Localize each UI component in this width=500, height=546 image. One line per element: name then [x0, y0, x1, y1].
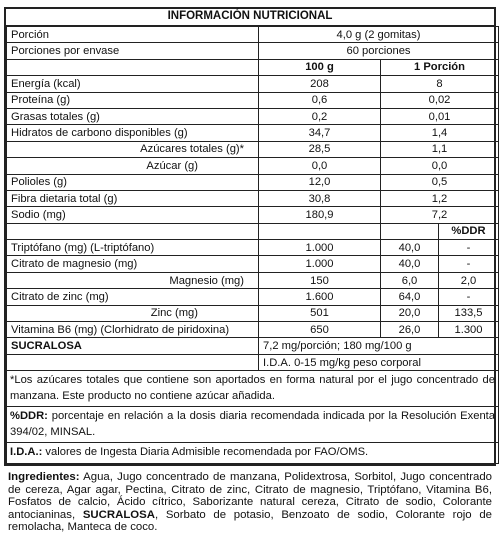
mineral-ddr: 133,5 [439, 305, 499, 321]
nutrient-row [7, 92, 499, 108]
nutrient-per100: 0,6 [259, 92, 381, 108]
nutrient-per-portion: 0,5 [381, 174, 499, 190]
mineral-row [7, 256, 499, 272]
nutrient-row [7, 108, 499, 124]
mineral-per-portion: 6,0 [381, 272, 439, 288]
ddr-header-blank [7, 223, 259, 239]
nutrient-per100: 12,0 [259, 174, 381, 190]
servings-label: Porciones por envase [7, 43, 259, 59]
nutrient-name: Sodio (mg) [7, 207, 259, 223]
sugar-note-row [7, 371, 499, 407]
sucralosa-line1: 7,2 mg/porción; 180 mg/100 g [259, 338, 499, 354]
nutrient-row [7, 190, 499, 206]
ingredients-part2: , Sorbato de potasio, Benzoato de sodio, Colorante rojo de remolacha, Manteca de coco. [8, 508, 492, 533]
ida-note-label: I.D.A.: [10, 446, 43, 459]
mineral-name: Zinc (mg) [7, 305, 259, 321]
nutrient-per-portion: 0,0 [381, 158, 499, 174]
mineral-ddr: - [439, 289, 499, 305]
mineral-ddr: - [439, 256, 499, 272]
nutrient-name: Proteína (g) [7, 92, 259, 108]
header-blank [7, 59, 259, 75]
nutrient-per-portion: 7,2 [381, 207, 499, 223]
mineral-per100: 1.000 [259, 256, 381, 272]
nutrient-name: Azúcar (g) [7, 158, 259, 174]
nutrition-facts-panel [4, 7, 496, 466]
nutrient-name: Polioles (g) [7, 174, 259, 190]
nutrient-per100: 30,8 [259, 190, 381, 206]
servings-row [7, 43, 499, 59]
ddr-note-label: %DDR: [10, 410, 48, 423]
nutrient-row [7, 158, 499, 174]
column-header-row [7, 59, 499, 75]
mineral-per100: 501 [259, 305, 381, 321]
sucralosa-blank [7, 354, 259, 370]
nutrient-per100: 0,2 [259, 108, 381, 124]
mineral-per-portion: 20,0 [381, 305, 439, 321]
mineral-row [7, 272, 499, 288]
nutrient-name: Fibra dietaria total (g) [7, 190, 259, 206]
nutrient-per-portion: 0,01 [381, 108, 499, 124]
ingredients-label: Ingredientes: [8, 471, 80, 483]
mineral-ddr: - [439, 240, 499, 256]
mineral-name: Triptófano (mg) (L-triptófano) [7, 240, 259, 256]
nutrient-per-portion: 1,2 [381, 190, 499, 206]
portion-label: Porción [7, 27, 259, 43]
nutrient-row [7, 174, 499, 190]
ingredients-bold: SUCRALOSA [82, 508, 155, 521]
mineral-row [7, 240, 499, 256]
nutrient-per100: 180,9 [259, 207, 381, 223]
nutrient-row [7, 141, 499, 157]
ingredients-part1: Agua, Jugo concentrado de manzana, Polidextrosa, Sorbitol, Jugo concentrado de cereza, Agar agar, Pectina, Citrato de zinc, Citrato de magnesio, Triptófano, Vitamina B6, Fosfatos de calcio, Ácido cítrico, Saborizante natural cereza, Citrato de sodio, Colorante antocianinas, [8, 471, 492, 521]
mineral-name: Citrato de magnesio (mg) [7, 256, 259, 272]
portion-row [7, 27, 499, 43]
nutrient-row [7, 76, 499, 92]
mineral-ddr: 1.300 [439, 322, 499, 338]
header-100g: 100 g [259, 59, 381, 75]
mineral-row [7, 322, 499, 338]
mineral-per100: 650 [259, 322, 381, 338]
mineral-per100: 1.000 [259, 240, 381, 256]
ddr-note-text: porcentaje en relación a la dosis diaria recomendada indicada por la Resolución Exenta 394/02, MINSAL. [10, 410, 495, 438]
nutrient-name: Hidratos de carbono disponibles (g) [7, 125, 259, 141]
mineral-name: Vitamina B6 (mg) (Clorhidrato de piridoxina) [7, 322, 259, 338]
ddr-header-row [7, 223, 499, 239]
mineral-name: Magnesio (mg) [7, 272, 259, 288]
ddr-header-blank [381, 223, 439, 239]
ddr-note-row [7, 407, 499, 443]
ddr-header: %DDR [439, 223, 499, 239]
sucralosa-row [7, 338, 499, 354]
panel-title: INFORMACIÓN NUTRICIONAL [6, 9, 494, 26]
servings-value: 60 porciones [259, 43, 499, 59]
mineral-per100: 150 [259, 272, 381, 288]
mineral-row [7, 305, 499, 321]
nutrient-name: Azúcares totales (g)* [7, 141, 259, 157]
nutrient-row [7, 207, 499, 223]
header-portion: 1 Porción [381, 59, 499, 75]
ida-note-row [7, 443, 499, 464]
nutrient-per100: 28,5 [259, 141, 381, 157]
mineral-ddr: 2,0 [439, 272, 499, 288]
nutrient-per-portion: 1,1 [381, 141, 499, 157]
portion-value: 4,0 g (2 gomitas) [259, 27, 499, 43]
mineral-row [7, 289, 499, 305]
nutrient-per100: 208 [259, 76, 381, 92]
nutrient-per-portion: 1,4 [381, 125, 499, 141]
sugar-note: *Los azúcares totales que contiene son aportados en forma natural por el jugo concentrado de manzana. Este producto no contiene azúcar añadida. [7, 371, 499, 407]
mineral-per100: 1.600 [259, 289, 381, 305]
ida-note-text: valores de Ingesta Diaria Admisible recomendada por FAO/OMS. [42, 446, 369, 459]
ingredients-text [8, 471, 492, 534]
sucralosa-row-2 [7, 354, 499, 370]
nutrient-per-portion: 8 [381, 76, 499, 92]
nutrient-per-portion: 0,02 [381, 92, 499, 108]
mineral-per-portion: 40,0 [381, 240, 439, 256]
sucralosa-label: SUCRALOSA [7, 338, 259, 354]
mineral-per-portion: 26,0 [381, 322, 439, 338]
sucralosa-line2: I.D.A. 0-15 mg/kg peso corporal [259, 354, 499, 370]
mineral-per-portion: 64,0 [381, 289, 439, 305]
ida-note [7, 443, 499, 464]
nutrient-per100: 34,7 [259, 125, 381, 141]
nutrition-table [6, 26, 499, 464]
nutrient-name: Energía (kcal) [7, 76, 259, 92]
nutrient-row [7, 125, 499, 141]
nutrient-name: Grasas totales (g) [7, 108, 259, 124]
nutrient-per100: 0,0 [259, 158, 381, 174]
ddr-header-blank [259, 223, 381, 239]
ddr-note [7, 407, 499, 443]
mineral-per-portion: 40,0 [381, 256, 439, 272]
mineral-name: Citrato de zinc (mg) [7, 289, 259, 305]
